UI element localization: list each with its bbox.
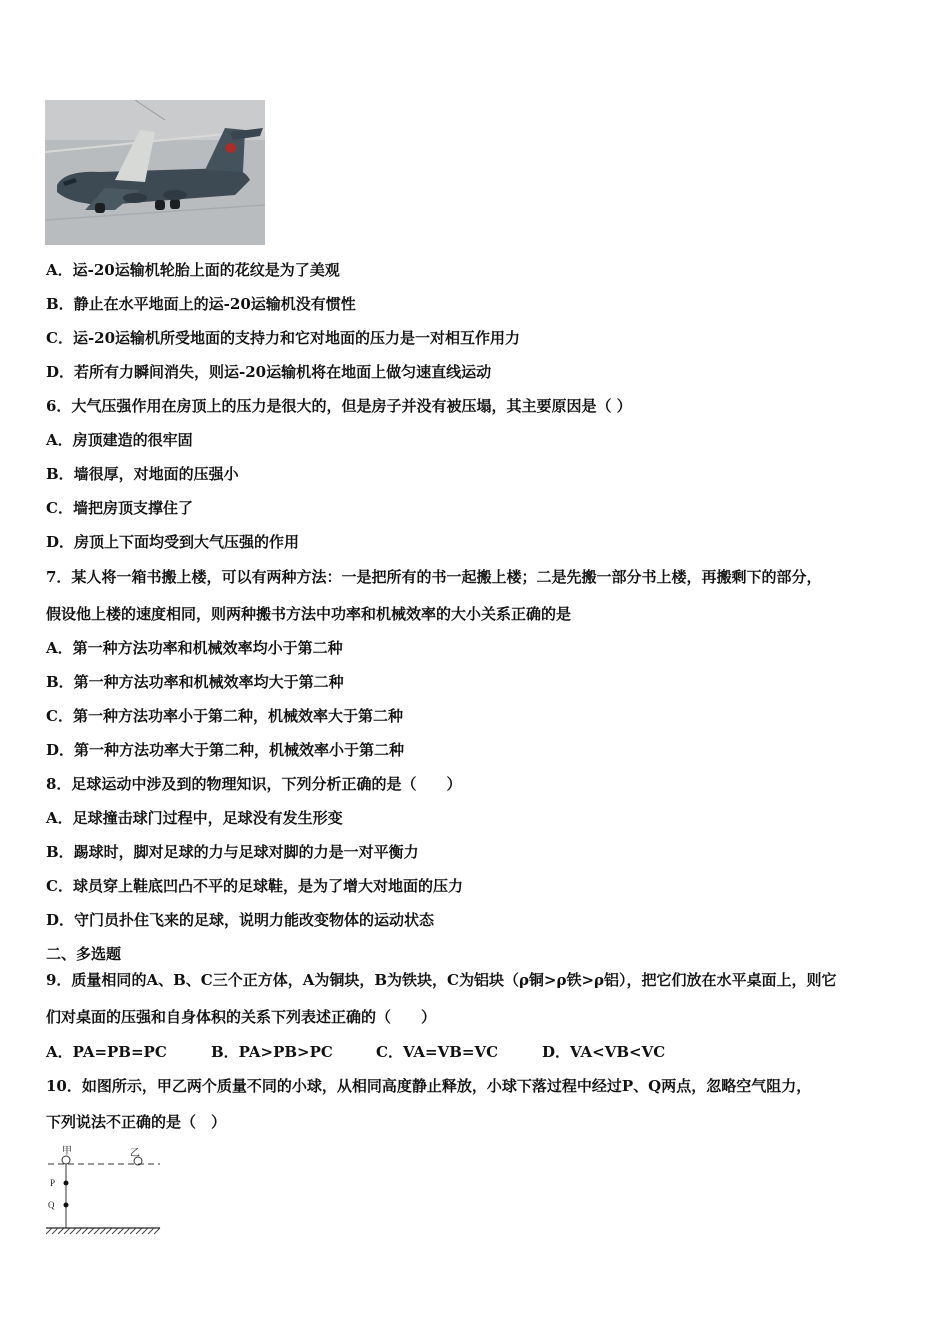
q8-option-b: B．踢球时，脚对足球的力与足球对脚的力是一对平衡力 <box>46 843 419 861</box>
point-p <box>64 1181 69 1186</box>
section-title-multiple-choice: 二、多选题 <box>46 945 122 963</box>
q7-stem-line2: 假设他上楼的速度相同，则两种搬书方法中功率和机械效率的大小关系正确的是 <box>46 605 572 623</box>
q6-option-a: A．房顶建造的很牢固 <box>46 431 193 449</box>
q5-option-b: B．静止在水平地面上的运-20运输机没有惯性 <box>46 295 356 313</box>
label-q: Q <box>48 1200 55 1210</box>
falling-balls-diagram <box>40 1140 170 1240</box>
q7-option-b: B．第一种方法功率和机械效率均大于第二种 <box>46 673 344 691</box>
aircraft-photo <box>45 100 265 245</box>
q10-stem-line1: 10．如图所示，甲乙两个质量不同的小球，从相同高度静止释放，小球下落过程中经过P、Q两点，忽略空气阻力， <box>46 1077 812 1095</box>
ground-hatching <box>46 1228 160 1234</box>
q6-option-b: B．墙很厚，对地面的压强小 <box>46 465 239 483</box>
q8-stem: 8．足球运动中涉及到的物理知识，下列分析正确的是（ ） <box>46 775 462 793</box>
q9-stem-line2: 们对桌面的压强和自身体积的关系下列表述正确的（ ） <box>46 1008 437 1026</box>
q8-option-d: D．守门员扑住飞来的足球，说明力能改变物体的运动状态 <box>46 911 435 929</box>
point-q <box>64 1203 69 1208</box>
label-jia: 甲 <box>62 1146 72 1157</box>
q7-option-a: A．第一种方法功率和机械效率均小于第二种 <box>46 639 343 657</box>
q9-option-d: D．VA<VB<VC <box>542 1043 666 1061</box>
q6-option-c: C．墙把房顶支撑住了 <box>46 499 193 517</box>
q5-option-c: C．运-20运输机所受地面的支持力和它对地面的压力是一对相互作用力 <box>46 329 521 347</box>
q5-option-a: A．运-20运输机轮胎上面的花纹是为了美观 <box>46 261 340 279</box>
q10-stem-line2: 下列说法不正确的是（ ） <box>46 1113 227 1131</box>
ball-jia <box>62 1156 70 1164</box>
q5-option-d: D．若所有力瞬间消失，则运-20运输机将在地面上做匀速直线运动 <box>46 363 492 381</box>
q7-stem-line1: 7．某人将一箱书搬上楼，可以有两种方法：一是把所有的书一起搬上楼；二是先搬一部分书上楼，再搬剩下的部分， <box>46 568 822 586</box>
label-p: P <box>50 1178 56 1188</box>
q6-stem: 6．大气压强作用在房顶上的压力是很大的，但是房子并没有被压塌，其主要原因是（ ） <box>46 397 632 415</box>
q8-option-c: C．球员穿上鞋底凹凸不平的足球鞋，是为了增大对地面的压力 <box>46 877 463 895</box>
q9-option-a: A．PA=PB=PC <box>46 1043 167 1061</box>
q7-option-d: D．第一种方法功率大于第二种，机械效率小于第二种 <box>46 741 405 759</box>
q9-stem-line1: 9．质量相同的A、B、C三个正方体，A为铜块，B为铁块，C为铝块（ρ铜>ρ铁>ρ铝），把它们放在水平桌面上，则它 <box>46 971 837 989</box>
q6-option-d: D．房顶上下面均受到大气压强的作用 <box>46 533 300 551</box>
label-yi: 乙 <box>130 1148 140 1159</box>
q7-option-c: C．第一种方法功率小于第二种，机械效率大于第二种 <box>46 707 403 725</box>
q8-option-a: A．足球撞击球门过程中，足球没有发生形变 <box>46 809 343 827</box>
q9-option-c: C．VA=VB=VC <box>376 1043 499 1061</box>
q9-option-b: B．PA>PB>PC <box>211 1043 333 1061</box>
